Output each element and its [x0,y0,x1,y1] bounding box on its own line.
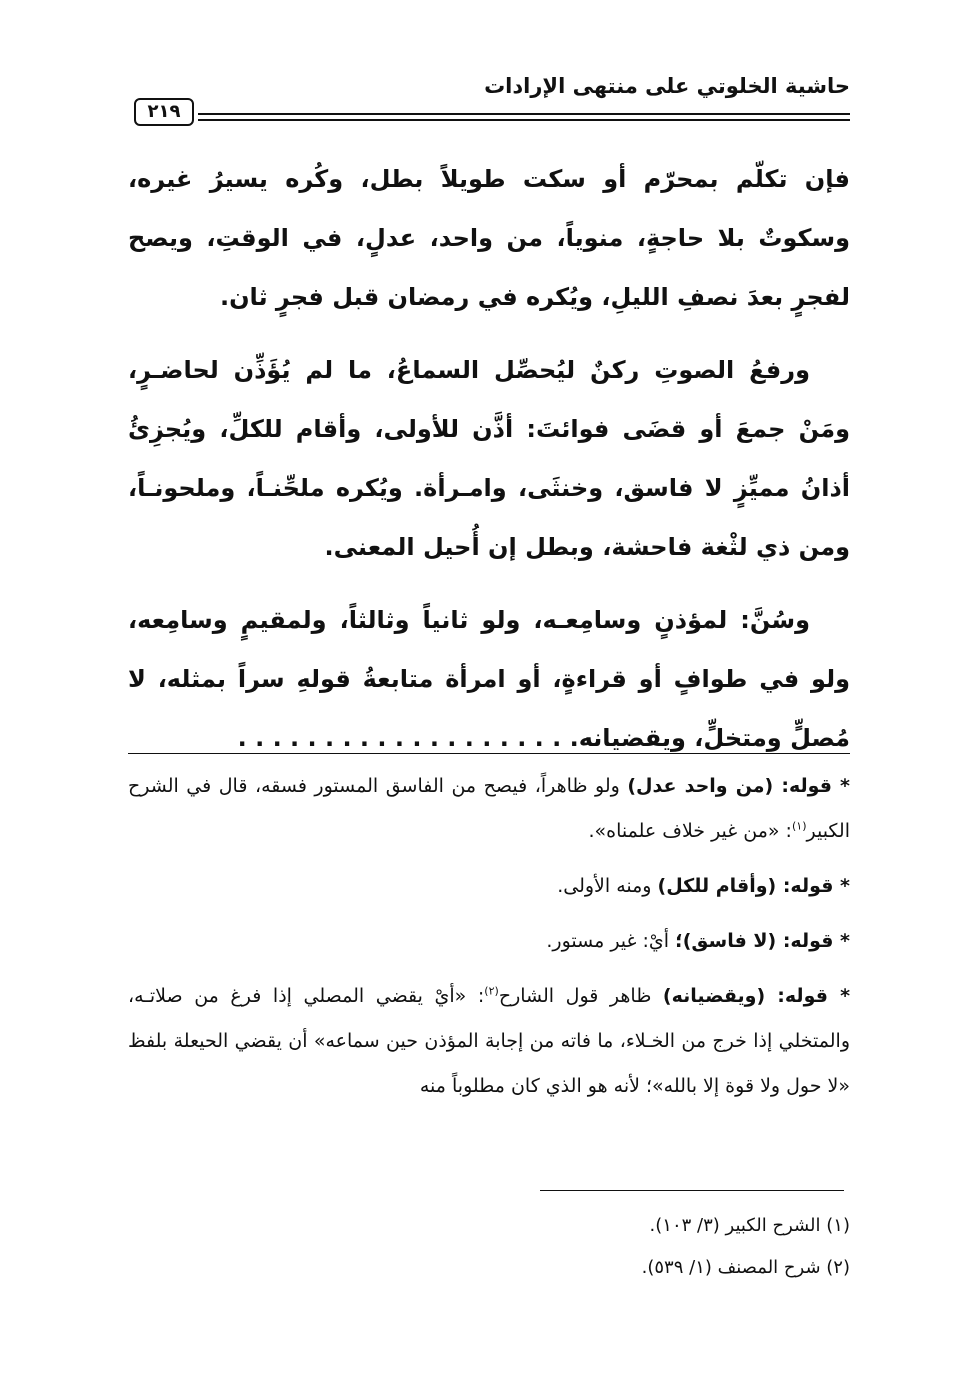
main-paragraph-1: فإن تكلّم بمحرّم أو سكت طويلاً بطل، وكُره يسيرُ غيره، وسكوتٌ بلا حاجةٍ، منوياً، من واحد، عدلٍ، في الوقتِ، ويصح لفجرٍ بعدَ نصفِ الليلِ، ويُكره في رمضان قبل فجرٍ ثان. [128,165,850,311]
main-paragraph-3: وسُنَّ: لمؤذنٍ وسامِعـه، ولو ثانياً وثالثاً، ولمقيمٍ وسامِعه، ولو في طوافٍ أو قراءةٍ، أو امرأة متابعةُ قولهِ سراً بمثله، لا مُصلٍّ ومتخلٍّ، ويقضيانه. . . . . . . . . . . . . . . . . . . . [128,606,850,752]
note-4-ref[interactable]: (٢) [484,984,499,998]
header-double-rule [198,113,850,121]
note-2-text: ومنه الأولى. [557,875,658,897]
text-notes-divider [128,753,850,754]
note-4-text: ظاهر قول الشارح [498,985,663,1007]
note-4-label: * قوله: (ويقضيانه) [662,985,851,1007]
footnotes [128,1205,850,1289]
page-header [128,70,850,130]
running-title: حاشية الخلوتي على منتهى الإرادات [484,74,850,98]
note-4-tail: : «أيْ يقضي المصلي إذا فرغ من صلاتـه، والمتخلي إذا خرج من الخـلاء، ما فاته من إجابة المؤذن حين سماعه» أن يقضي الحيعلة بلفظ «لا حول ولا قوة إلا بالله»؛ لأنه هو الذي كان مطلوباً منه [128,985,850,1097]
note-2-label: * قوله: (وأقام للكل) [657,875,850,897]
note-3-label: * قوله: (لا فاسق)؛ [675,930,850,952]
footnote-rule [540,1190,844,1191]
note-4 [128,974,850,1109]
main-text [128,150,850,768]
note-1-label: * قوله: (من واحد عدل) [627,775,850,797]
note-3 [128,919,850,964]
footnote-2: (٢) شرح المصنف (١/ ٥٣٩). [641,1257,850,1278]
note-1-ref[interactable]: (١) [791,819,807,833]
main-paragraph-2: ورفعُ الصوتِ ركنٌ ليُحصِّل السماعُ، ما لم يُؤَذِّن لحاضـرٍ، ومَنْ جمعَ أو قضَى فوائتَ: أذَّن للأولى، وأقام للكلِّ، ويُجزِئُ أذانُ مميِّزٍ لا فاسق، وخنثَى، وامـرأة. ويُكره ملحِّنـاً، وملحونـاً، ومن ذي لثْغة فاحشة، وبطل إن أُحيل المعنى. [128,356,850,561]
note-1 [128,764,850,854]
note-1-text: ولو ظاهراً، فيصح من الفاسق المستور فسقه، قال في الشرح الكبير [128,775,850,842]
page-number: ٢١٩ [134,98,194,126]
note-2 [128,864,850,909]
footnote-1: (١) الشرح الكبير (٣/ ١٠٣). [649,1215,850,1236]
note-3-text: أيْ: غير مستور. [546,930,676,952]
note-1-tail: : «من غير خلاف علمناه». [588,820,792,842]
commentary-notes [128,764,850,1119]
